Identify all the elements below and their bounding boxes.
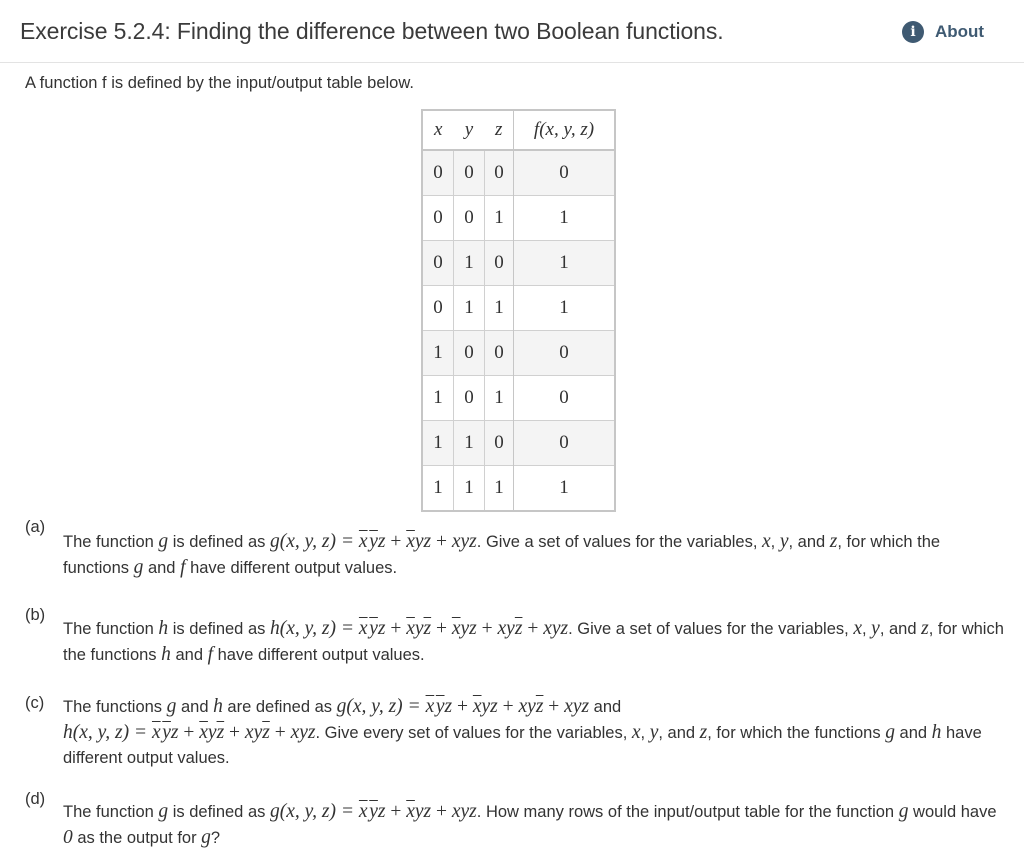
table-row <box>422 331 615 376</box>
exercise-header <box>0 0 1024 63</box>
part-b-text: The function h is defined as h(x, y, $z) = \overline{x}$ $\overline{y}z + \overline{x}y\overline{z} + \overline{x}yz + xy\overline{z}$ + xyz. Give a set of values for the variables, x, y, and z, for which the functions h and f have different output values. <box>63 618 1004 665</box>
table-row <box>422 421 615 466</box>
table-cell: 0 <box>422 150 454 196</box>
table-cell: 0 <box>454 376 485 421</box>
part-d-text: The function g is defined as g(x, y, $z) = \overline{x}$ $\overline{y}z + \overline{x}yz$ + xyz. How many rows of the input/output table for the function g would have 0 as the output for g? <box>63 801 997 848</box>
table-cell: 1 <box>454 286 485 331</box>
table-row <box>422 150 615 196</box>
table-cell: 1 <box>422 421 454 466</box>
table-cell: 1 <box>485 376 514 421</box>
table-cell: 1 <box>485 196 514 241</box>
truth-table-header <box>422 110 615 150</box>
about-button[interactable] <box>902 21 984 43</box>
table-cell: 1 <box>422 376 454 421</box>
about-label: About <box>935 22 985 41</box>
table-cell: 0 <box>485 421 514 466</box>
table-row <box>422 376 615 421</box>
part-a-text: The function g is defined as g(x, y, $z) = \overline{x}$ $\overline{y}z + \overline{x}yz$ + xyz. Give a set of values for the variables, x, y, and z, for which the functions g and f have different output values. <box>63 531 941 578</box>
table-cell: 1 <box>422 466 454 512</box>
table-cell: 1 <box>454 241 485 286</box>
table-cell: 0 <box>514 150 616 196</box>
table-cell: 0 <box>514 376 616 421</box>
table-cell: 0 <box>454 150 485 196</box>
header-y: y <box>454 110 485 150</box>
table-row <box>422 241 615 286</box>
part-a-label: (a) <box>25 518 46 536</box>
table-cell: 1 <box>485 466 514 512</box>
table-cell: 0 <box>514 421 616 466</box>
table-cell: 1 <box>454 466 485 512</box>
table-cell: 0 <box>422 196 454 241</box>
table-cell: 0 <box>422 286 454 331</box>
table-row <box>422 466 615 512</box>
part-b-label: (b) <box>25 606 46 624</box>
part-c-label: (c) <box>25 694 45 712</box>
table-cell: 0 <box>514 331 616 376</box>
table-cell: 1 <box>514 196 616 241</box>
header-x: x <box>422 110 454 150</box>
table-cell: 1 <box>422 331 454 376</box>
table-cell: 0 <box>454 196 485 241</box>
part-c-text: The functions g and h are defined as g(x, y, $z) = \overline{x}$ $\overline{y}z + \overline{x}yz + xy\overline{z}$ + xyz and h(x, y, $z) = \overline{x}$ $\overline{y}z + \overline{x}y\overline{z} + xy\overline{z}$ + xyz. Give every set of values for the variables, x, y, and z, for which the functions g and h have different output values. <box>63 696 982 767</box>
table-cell: 0 <box>485 331 514 376</box>
table-cell: 0 <box>485 150 514 196</box>
truth-table <box>421 109 616 512</box>
exercise-title: Exercise 5.2.4: Finding the difference between two Boolean functions. <box>20 18 724 44</box>
info-icon: i <box>902 21 924 43</box>
header-z: z <box>485 110 514 150</box>
table-row <box>422 196 615 241</box>
table-cell: 0 <box>422 241 454 286</box>
header-f: f(x, y, z) <box>514 110 616 150</box>
table-cell: 0 <box>454 331 485 376</box>
table-cell: 1 <box>514 241 616 286</box>
table-cell: 1 <box>454 421 485 466</box>
table-row <box>422 286 615 331</box>
intro-text: A function f is defined by the input/output table below. <box>25 74 414 92</box>
table-cell: 1 <box>514 466 616 512</box>
table-cell: 1 <box>514 286 616 331</box>
table-cell: 1 <box>485 286 514 331</box>
table-cell: 0 <box>485 241 514 286</box>
part-d-label: (d) <box>25 790 46 808</box>
